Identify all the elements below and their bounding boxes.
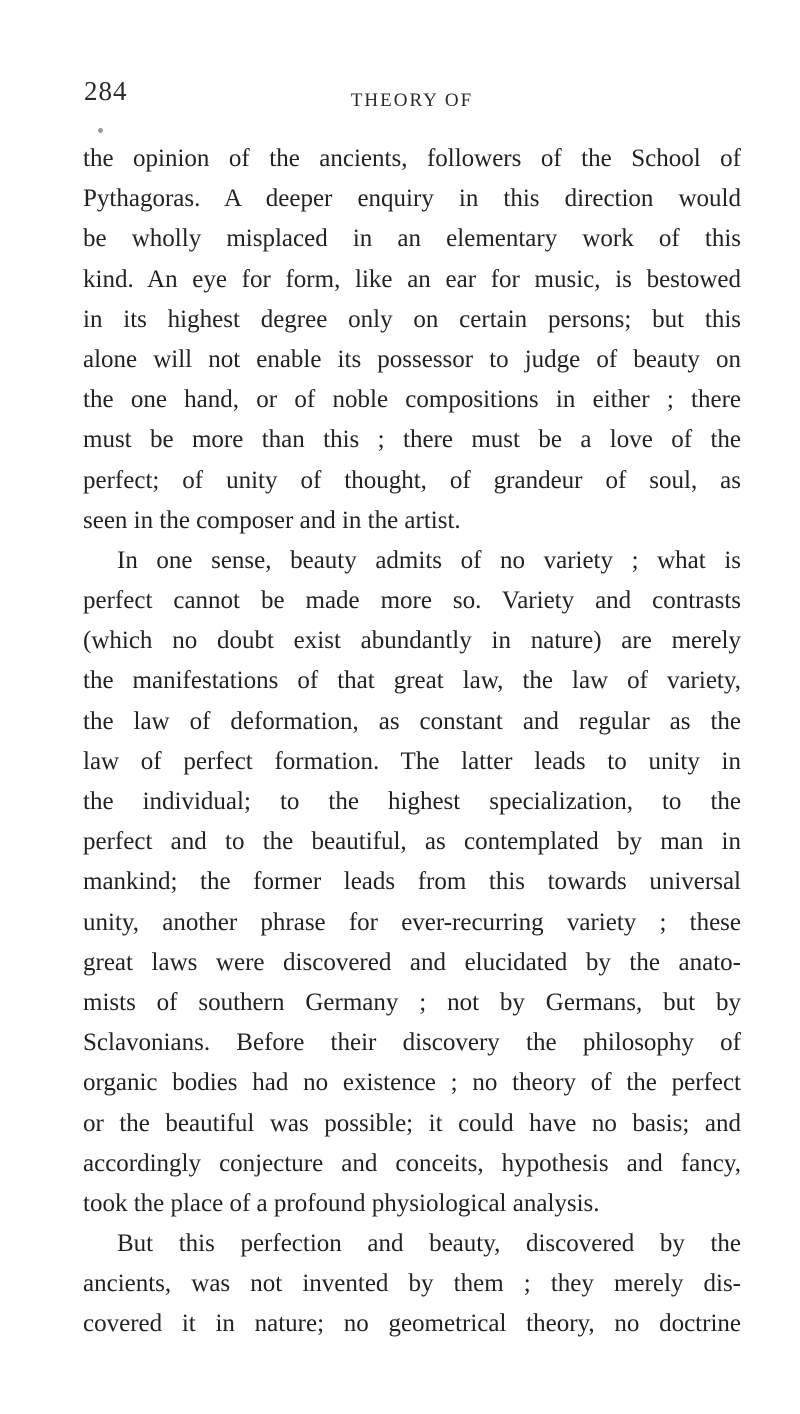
text-line: (which no doubt exist abundantly in nature) are merely <box>83 627 741 655</box>
text-line: in its highest degree only on certain persons; but this <box>83 305 741 333</box>
text-line: perfect and to the beautiful, as contemplated by man in <box>83 828 741 856</box>
text-line: Pythagoras. A deeper enquiry in this direction would <box>83 185 741 213</box>
text-line: took the place of a profound physiological analysis. <box>83 1189 600 1217</box>
text-line: must be more than this ; there must be a love of the <box>83 426 741 454</box>
text-line: be wholly misplaced in an elementary work of this <box>83 225 741 253</box>
text-line: accordingly conjecture and conceits, hypothesis and fancy, <box>83 1149 741 1177</box>
text-line: the law of deformation, as constant and regular as the <box>83 707 741 735</box>
text-line: law of perfect formation. The latter leads to unity in <box>83 747 741 775</box>
text-line: Sclavonians. Before their discovery the philosophy of <box>83 1029 741 1057</box>
print-speck <box>98 128 103 133</box>
text-line: perfect; of unity of thought, of grandeur of soul, as <box>83 466 741 494</box>
text-line: But this perfection and beauty, discovered by the <box>117 1230 741 1258</box>
text-line: mankind; the former leads from this towards universal <box>83 868 741 896</box>
text-line: seen in the composer and in the artist. <box>83 506 461 534</box>
text-line: organic bodies had no existence ; no theory of the perfect <box>83 1069 741 1097</box>
text-line: the one hand, or of noble compositions in either ; there <box>83 386 741 414</box>
text-line: covered it in nature; no geometrical theory, no doctrine <box>83 1310 741 1338</box>
text-line: ancients, was not invented by them ; they merely dis- <box>83 1270 741 1298</box>
text-line: great laws were discovered and elucidated by the anato- <box>83 948 741 976</box>
text-line: the individual; to the highest specialization, to the <box>83 788 741 815</box>
text-line: the opinion of the ancients, followers of the School of <box>83 145 741 172</box>
text-line: alone will not enable its possessor to judge of beauty on <box>83 345 741 373</box>
text-line: mists of southern Germany ; not by Germans, but by <box>83 988 741 1016</box>
text-line: the manifestations of that great law, the law of variety, <box>83 667 741 695</box>
body-text <box>83 139 741 1345</box>
text-line: In one sense, beauty admits of no variety ; what is <box>117 546 741 574</box>
text-line: perfect cannot be made more so. Variety and contrasts <box>83 587 741 615</box>
text-line: unity, another phrase for ever-recurring variety ; these <box>83 908 741 936</box>
page-number: 284 <box>84 76 128 106</box>
text-line: or the beautiful was possible; it could have no basis; and <box>83 1109 741 1137</box>
running-head: THEORY OF <box>350 90 474 111</box>
text-line: kind. An eye for form, like an ear for music, is bestowed <box>83 265 741 293</box>
